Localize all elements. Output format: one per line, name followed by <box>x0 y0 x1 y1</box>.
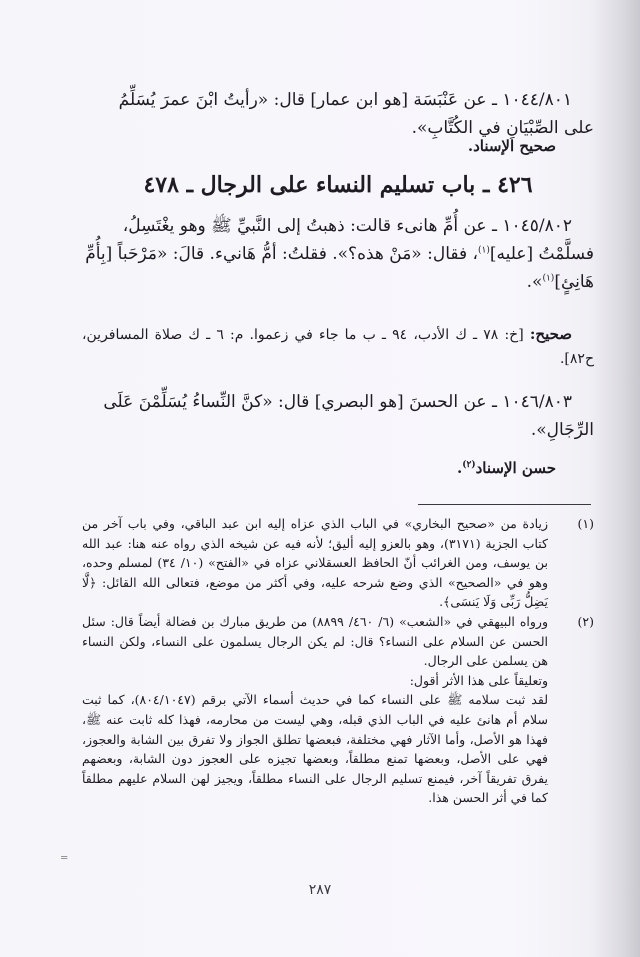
hadith-801-line1: ١٠٤٤/٨٠١ ـ عن عَنْبَسَة [هو ابن عمار] قال: «رأيتُ ابْنَ عمرَ يُسَلِّمُ <box>118 90 572 110</box>
source-grade-label: صحيح: <box>529 325 573 343</box>
footnote-2-number: (٢) <box>577 613 594 629</box>
hadith-802-line2: فسلَّمْتُ [عليه]$^{(١)}$، فقال: «مَنْ هذه؟». فقلتُ: أمُّ هَانيء. قالَ: «مَرْحَباً [بِأُمِّ <box>85 244 594 264</box>
hadith-802-source <box>82 322 594 371</box>
footnote-2-para-1: ورواه البيهقي في «الشعب» (٦/ ٤٦٠/ ٨٨٩٩) من طريق مبارك بن فضالة أيضاً قال: سئل الحسن عن السلام على النساء؟ قال: لم يكن الرجال يسلمون على النساء، ولكن النساء هن يسلمن على الرجال. <box>82 613 548 669</box>
footnote-separator <box>418 504 591 505</box>
source-references: [خ: ٧٨ ـ ك الأدب، ٩٤ ـ ب ما جاء في زعموا. م: ٦ ـ ك صلاة المسافرين، ح٨٢]. <box>82 327 594 367</box>
hadith-803-line1: ١٠٤٦/٨٠٣ ـ عن الحسنَ [هو البصري] قال: «كنَّ النِّساءُ يُسَلِّمْنَ عَلَى <box>103 392 572 412</box>
footnote-ref-1[interactable]: (١) <box>478 245 490 256</box>
hadith-802-line3: هَانِئٍ]$^{(١)}$». <box>526 272 594 292</box>
footnote-ref-2[interactable]: (٢) <box>462 460 476 470</box>
hadith-803-line2: الرِّجَالِ». <box>530 420 594 440</box>
footnotes <box>82 514 594 808</box>
footnote-1 <box>82 514 594 612</box>
hadith-802-line1: ١٠٤٥/٨٠٢ ـ عن أُمِّ هانىء قالت: ذهبتُ إلى النَّبيِّ ﷺ وهو يغْتَسِلُ، <box>122 216 572 236</box>
hadith-802 <box>82 212 594 296</box>
hadith-801 <box>82 86 594 142</box>
chapter-title: ٤٢٦ ـ باب تسليم النساء على الرجال ـ ٤٧٨ <box>143 172 533 198</box>
page-number: ٢٨٧ <box>308 882 332 898</box>
footnote-2-text <box>82 612 548 808</box>
footnote-2-para-3: لقد ثبت سلامه ﷺ على النساء كما في حديث أسماء الآتي برقم (٨٠٤/١٠٤٧)، كما ثبت سلام أم هانئ عليه في الباب الذي قبله، وهي ليست من محارمه، فهذا كله ثابت عنه ﷺ، فهذا هو الأصل، وأما الآثار فهي مختلفة، فبعضها تطلق الجواز ولا تفرق بين الشابة والعجوز، فهي على الأصل، وبعضها تمنع مطلقاً، وبعضها تجيزه على العجوز دون الشابة، وبعضهم يفرق تفريقاً آخر، فيمنع تسليم الرجال على النساء مطلقاً، ويجيز لهن السلام عليهم مطلقاً كما في أثر الحسن هذا. <box>82 692 549 806</box>
footnote-ref-1b[interactable]: (١) <box>542 273 555 284</box>
footnote-1-text: زيادة من «صحيح البخاري» في الباب الذي عزاه إليه ابن عبد الباقي، وفي باب آخر من كتاب الجزية (٣١٧١)، وهو بالعزو إليه أليق؛ لأنه فيه عن شيخه الذي رواه عنه هنا: عبد الله بن يوسف، ومن الغرائب أنّ الحافظ العسقلاني عزاه في «الفتح» (١٠/ ٣٤) لمسلم وحده، وهو في «الصحيح» الذي وضع شرحه عليه، وفي أكثر من موضع، فتعالى الله القائل: ﴿لَّا يَضِلُّ رَبِّى وَلَا يَنسَى﴾. <box>82 516 548 610</box>
footnote-2-para-2: وتعليقاً على هذا الأثر أقول: <box>409 672 548 688</box>
hadith-801-line2: على الصِّبْيَانِ في الكُتَّابِ». <box>411 118 594 138</box>
hadith-803 <box>82 388 594 444</box>
hadith-803-grade: حسن الإسناد$^{(٢)}$. <box>457 459 556 477</box>
continuation-mark: = <box>60 853 69 864</box>
footnote-2 <box>82 612 594 808</box>
footnote-1-number: (١) <box>577 516 594 531</box>
hadith-801-grade: صحيح الإسناد. <box>467 137 556 155</box>
